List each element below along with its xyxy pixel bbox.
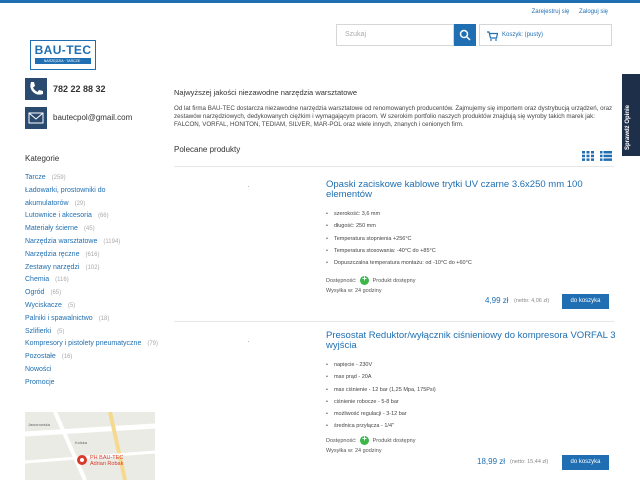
category-item[interactable] xyxy=(25,364,165,377)
spec-item: • długość: 250 mm xyxy=(326,220,596,232)
category-count: (102) xyxy=(85,264,100,271)
categories-title: Kategorie xyxy=(25,154,60,163)
category-label: Szlifierki xyxy=(25,327,52,335)
category-count: (5) xyxy=(67,302,76,309)
category-item[interactable] xyxy=(25,300,165,313)
product-specs xyxy=(326,359,596,433)
category-count: (79) xyxy=(147,341,159,348)
add-to-cart-button[interactable]: do koszyka xyxy=(562,294,609,309)
phone-number: 782 22 88 32 xyxy=(53,84,106,94)
account-links xyxy=(524,9,608,15)
category-item[interactable] xyxy=(25,210,165,223)
category-count: (66) xyxy=(97,213,109,220)
category-count: (18) xyxy=(98,315,110,322)
availability: Dostępność: + Produkt dostępny xyxy=(326,436,415,445)
category-label: Kompresory i pistolety pneumatyczne xyxy=(25,340,142,348)
category-count: (1194) xyxy=(103,238,121,245)
category-label: Materiały ścierne xyxy=(25,225,78,233)
map-label: PH BAU-TEC Adrian Robak xyxy=(90,455,124,467)
grid-view-icon[interactable] xyxy=(582,151,594,161)
category-item[interactable] xyxy=(25,185,165,211)
category-label: Wyciskacze xyxy=(25,301,62,309)
category-list xyxy=(25,172,165,390)
mail-icon xyxy=(25,107,47,129)
product-title[interactable]: Opaski zaciskowe kablowe trytki UV czarne 3.6x250 mm 100 elementów xyxy=(326,179,583,200)
category-label: Lutownice i akcesoria xyxy=(25,212,92,220)
phone-icon xyxy=(25,78,47,100)
reviews-side-tab[interactable] xyxy=(622,74,640,156)
category-label: Narzędzia warsztatowe xyxy=(25,237,98,245)
spec-item: • możliwość regulacji - 3-12 bar xyxy=(326,408,596,420)
category-count: (116) xyxy=(55,277,69,284)
divider xyxy=(174,166,614,167)
spec-item: • max prąd - 20A xyxy=(326,371,596,383)
product-price: 18,99 zł xyxy=(477,457,506,466)
search-button[interactable] xyxy=(454,24,476,46)
spec-item: • Dopuszczalna temperatura montażu: od -10°C do +60°C xyxy=(326,257,596,269)
view-toggle xyxy=(582,151,612,163)
product-image-placeholder[interactable] xyxy=(248,186,249,187)
category-label: Promocje xyxy=(25,378,55,386)
category-count: (16) xyxy=(61,354,73,361)
add-to-cart-button[interactable]: do koszyka xyxy=(562,455,609,470)
search-icon xyxy=(459,29,471,41)
category-item[interactable] xyxy=(25,326,165,339)
login-link[interactable]: Zaloguj się xyxy=(578,9,608,15)
spec-item: • średnica przyłącza - 1/4" xyxy=(326,420,596,432)
category-item[interactable] xyxy=(25,223,165,236)
category-item[interactable] xyxy=(25,236,165,249)
location-map[interactable] xyxy=(25,412,155,480)
reviews-side-tab-label: Sprawdź Opinie xyxy=(625,104,631,150)
product-price: 4,99 zł xyxy=(485,296,509,305)
product-image-placeholder[interactable] xyxy=(248,341,249,342)
map-graphic xyxy=(25,412,155,480)
logo-text: BAU-TEC xyxy=(34,43,92,57)
category-item[interactable] xyxy=(25,351,165,364)
divider xyxy=(174,321,614,322)
category-label: Chemia xyxy=(25,276,50,284)
category-item[interactable] xyxy=(25,313,165,326)
logo-subtitle: NARZĘDZIA · TARCZE · NARZĘDZI xyxy=(35,58,91,64)
category-label: Narzędzia ręczne xyxy=(25,250,80,258)
shipping-time: Wysyłka w: 24 godziny xyxy=(326,448,382,454)
category-count: (45) xyxy=(83,226,95,233)
svg-text:Kolska: Kolska xyxy=(75,440,88,445)
search-input[interactable]: Szukaj xyxy=(336,24,454,46)
category-item[interactable] xyxy=(25,274,165,287)
category-item[interactable] xyxy=(25,262,165,275)
cart-icon xyxy=(487,31,498,41)
category-item[interactable] xyxy=(25,249,165,262)
product-title[interactable]: Presostat Reduktor/wyłącznik ciśnieniowy do kompresora VORFAL 3 wyjścia xyxy=(326,330,616,351)
page-tagline: Najwyższej jakości niezawodne narzędzia warsztatowe xyxy=(174,88,357,97)
category-label: Palniki i spawalnictwo xyxy=(25,314,93,322)
category-count: (5) xyxy=(57,328,65,335)
category-label: Ładowarki, prostowniki do akumulatorów xyxy=(25,186,106,207)
spec-item: • ciśnienie robocze - 5-8 bar xyxy=(326,396,596,408)
category-count: (259) xyxy=(51,175,66,181)
register-link[interactable]: Zarejestruj się xyxy=(531,9,570,15)
category-item[interactable] xyxy=(25,338,165,351)
category-label: Zestawy narzędzi xyxy=(25,263,80,271)
category-item[interactable] xyxy=(25,377,165,390)
spec-item: • Temperatura stopnienia +256°C xyxy=(326,233,596,245)
intro-text: Od lat firma BAU-TEC dostarcza niezawodne narzędzia warsztatowe od renomowanych producentów. Zajmujemy się importem oraz dystrybucją urządzeń, oraz zestawów narzędziowych, dedykowanych ciężkim i wymagającym pracom. W szerokim portfolio naszych produktów znajdują się wyroby takich marek jak: FALCON, VORFAL, HONITON, TEDIAM, SILVER, MAR-POL oraz wiele innych, znanych i cenionych firm. xyxy=(174,105,613,128)
category-item[interactable] xyxy=(25,287,165,300)
available-icon xyxy=(360,436,369,445)
category-label: Tarcze xyxy=(25,174,46,181)
category-count: (616) xyxy=(85,251,100,258)
site-logo[interactable] xyxy=(30,40,96,70)
spec-item: • max ciśnienie - 12 bar (1,25 Mpa, 175Psi) xyxy=(326,384,596,396)
cart-label: Koszyk: (pusty) xyxy=(502,32,544,38)
list-view-icon[interactable] xyxy=(600,151,612,161)
category-label: Ogród xyxy=(25,289,45,297)
featured-title: Polecane produkty xyxy=(174,145,241,154)
available-icon xyxy=(360,276,369,285)
availability: Dostępność: + Produkt dostępny xyxy=(326,276,415,285)
product-specs xyxy=(326,208,596,269)
spec-item: • szerokość: 3,6 mm xyxy=(326,208,596,220)
spec-item: • napięcie - 230V xyxy=(326,359,596,371)
top-accent-bar xyxy=(0,0,640,3)
product-netto: (netto: 4,06 zł) xyxy=(514,298,550,304)
category-item[interactable] xyxy=(25,172,165,185)
category-count: (29) xyxy=(74,200,86,207)
category-label: Nowości xyxy=(25,365,52,373)
cart-button[interactable] xyxy=(479,24,612,46)
product-netto: (netto: 15,44 zł) xyxy=(510,459,549,465)
category-count: (65) xyxy=(50,290,62,297)
shipping-time: Wysyłka w: 24 godziny xyxy=(326,288,382,294)
spec-item: • Temperatura stosowania: -40°C do +85°C xyxy=(326,245,596,257)
svg-text:Jaworowska: Jaworowska xyxy=(28,422,51,427)
category-label: Pozostałe xyxy=(25,353,56,361)
email-address: bautecpol@gmail.com xyxy=(53,113,133,122)
